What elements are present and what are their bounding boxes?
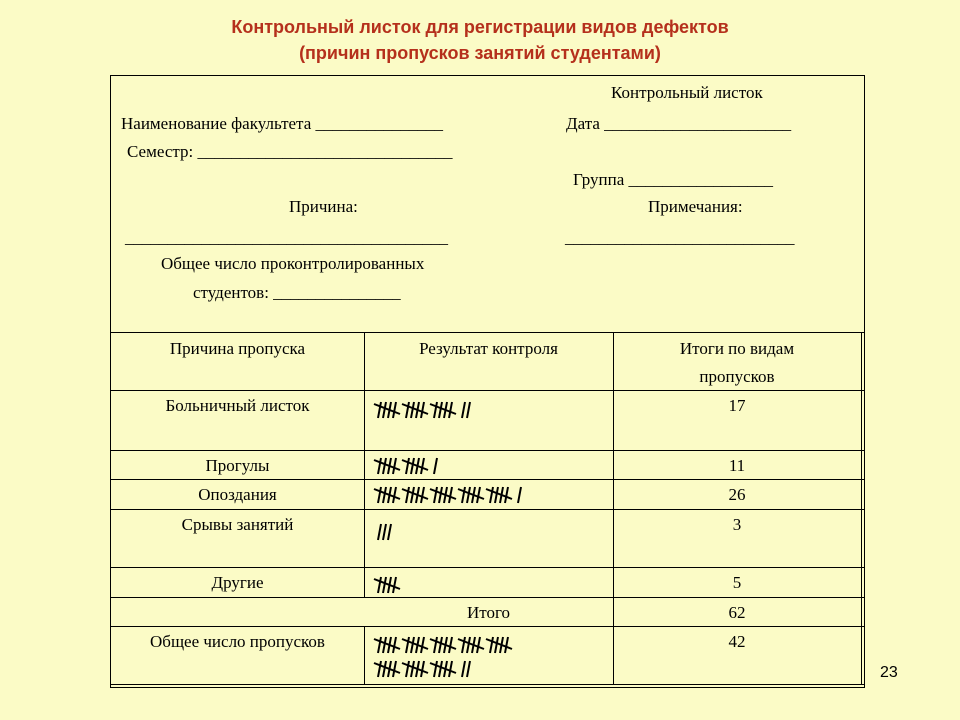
notes-label: Примечания: [648,197,743,216]
tally-marks-absences-total [374,633,594,685]
tally-stroke [449,487,452,503]
tally-group [430,402,456,418]
tally-group [458,637,484,653]
tally-stroke [393,458,396,474]
tally-stroke [421,487,424,503]
tally-stroke [393,577,396,593]
tally-group [374,487,400,503]
tally-stroke [495,487,498,503]
tally-stroke [383,524,386,540]
tally-stroke [495,637,498,653]
grand-total-value: 62 [728,603,746,622]
tally-stroke [406,487,409,503]
tally-marks-truancy [374,454,594,482]
tally-group [402,402,428,418]
tally-stroke [490,637,493,653]
tally-stroke [393,487,396,503]
grand-total-label: Итого [466,603,511,622]
form-heading: Контрольный листок [611,83,763,102]
tally-group [434,458,437,474]
tally-stroke [439,661,442,677]
tally-stroke [434,637,437,653]
absences-total-value: 42 [728,632,746,651]
tally-stroke [406,637,409,653]
tally-stroke [462,661,465,677]
tally-stroke [421,661,424,677]
tally-group [402,661,428,677]
tally-stroke [434,402,437,418]
row-total-disruptions: 3 [732,515,742,534]
tally-stroke [406,458,409,474]
tally-stroke [406,402,409,418]
absences-total-label: Общее число пропусков [150,632,325,651]
tally-stroke [434,487,437,503]
tally-stroke [421,458,424,474]
tally-stroke [383,458,386,474]
tally-group [430,637,456,653]
tally-stroke [449,661,452,677]
total-students-label: Общее число проконтролированных [161,254,425,273]
tally-marks-disruptions [374,520,594,548]
faculty-field: Наименование факультета _______________ [121,114,443,133]
row-total-sick-leave: 17 [728,396,746,415]
tally-stroke [378,402,381,418]
tally-stroke [449,402,452,418]
tally-stroke [449,637,452,653]
tally-group [374,661,400,677]
header-totals-line-1: Итоги по видам [679,339,795,358]
tally-stroke [411,661,414,677]
slide-title-line-1: Контрольный листок для регистрации видов дефектов [231,17,729,37]
tally-stroke [490,487,493,503]
tally-stroke [421,637,424,653]
tally-stroke [383,577,386,593]
notes-line: ___________________________ [565,228,795,247]
tally-stroke [505,487,508,503]
table-line [364,626,365,684]
reason-label: Причина: [289,197,358,216]
tally-marks-lateness [374,483,594,511]
tally-stroke [378,487,381,503]
tally-stroke [411,487,414,503]
tally-stroke [378,524,381,540]
tally-stroke [439,402,442,418]
tally-stroke [462,637,465,653]
table-line [364,332,365,597]
tally-group [402,487,428,503]
tally-stroke [388,524,391,540]
tally-stroke [393,637,396,653]
tally-stroke [518,487,521,503]
tally-group [374,458,400,474]
header-totals-line-2: пропусков [699,367,775,386]
tally-group [462,402,470,418]
tally-stroke [411,402,414,418]
table-line [111,626,864,627]
date-field: Дата ______________________ [566,114,792,133]
table-line [111,450,864,451]
table-line [111,390,864,391]
slide-title-line-2: (причин пропусков занятий студентами) [299,43,661,63]
tally-group [518,487,521,503]
row-reason-other: Другие [211,573,264,592]
tally-group [430,661,456,677]
tally-stroke [439,637,442,653]
tally-stroke [383,487,386,503]
tally-stroke [411,458,414,474]
tally-group [486,487,512,503]
tally-stroke [378,661,381,677]
tally-stroke [505,637,508,653]
row-reason-lateness: Опоздания [198,485,277,504]
tally-stroke [406,661,409,677]
tally-stroke [383,402,386,418]
tally-group [430,487,456,503]
page-number: 23 [880,664,898,681]
tally-group [486,637,512,653]
control-sheet-form [110,75,865,688]
tally-stroke [378,458,381,474]
tally-stroke [383,661,386,677]
tally-stroke [467,661,470,677]
table-line [111,332,864,333]
semester-field: Семестр: ______________________________ [127,142,453,161]
row-reason-sick-leave: Больничный листок [165,396,310,415]
tally-stroke [477,487,480,503]
row-reason-disruptions: Срывы занятий [181,515,294,534]
total-students-field: студентов: _______________ [193,283,401,302]
row-reason-truancy: Прогулы [205,456,270,475]
tally-group [462,661,470,677]
tally-stroke [434,458,437,474]
tally-marks-other [374,573,594,601]
tally-group [458,487,484,503]
tally-stroke [383,637,386,653]
table-line [861,332,862,684]
group-field: Группа _________________ [573,170,774,189]
tally-stroke [411,637,414,653]
row-total-other: 5 [732,573,742,592]
reason-line: ______________________________________ [125,228,448,247]
row-total-truancy: 11 [728,456,746,475]
tally-stroke [393,402,396,418]
tally-stroke [378,637,381,653]
header-reason: Причина пропуска [169,339,306,358]
tally-group [374,577,400,593]
tally-group [402,458,428,474]
tally-group [378,524,391,540]
table-line [111,567,864,568]
tally-stroke [378,577,381,593]
tally-stroke [439,487,442,503]
tally-stroke [462,487,465,503]
tally-stroke [393,661,396,677]
slide-title [0,14,960,66]
row-total-lateness: 26 [728,485,746,504]
tally-stroke [434,661,437,677]
tally-group [402,637,428,653]
tally-stroke [467,402,470,418]
tally-stroke [477,637,480,653]
tally-marks-sick-leave [374,398,594,426]
tally-stroke [467,637,470,653]
header-result: Результат контроля [419,339,558,358]
tally-group [374,402,400,418]
tally-group [374,637,400,653]
tally-stroke [421,402,424,418]
tally-stroke [467,487,470,503]
tally-stroke [462,402,465,418]
